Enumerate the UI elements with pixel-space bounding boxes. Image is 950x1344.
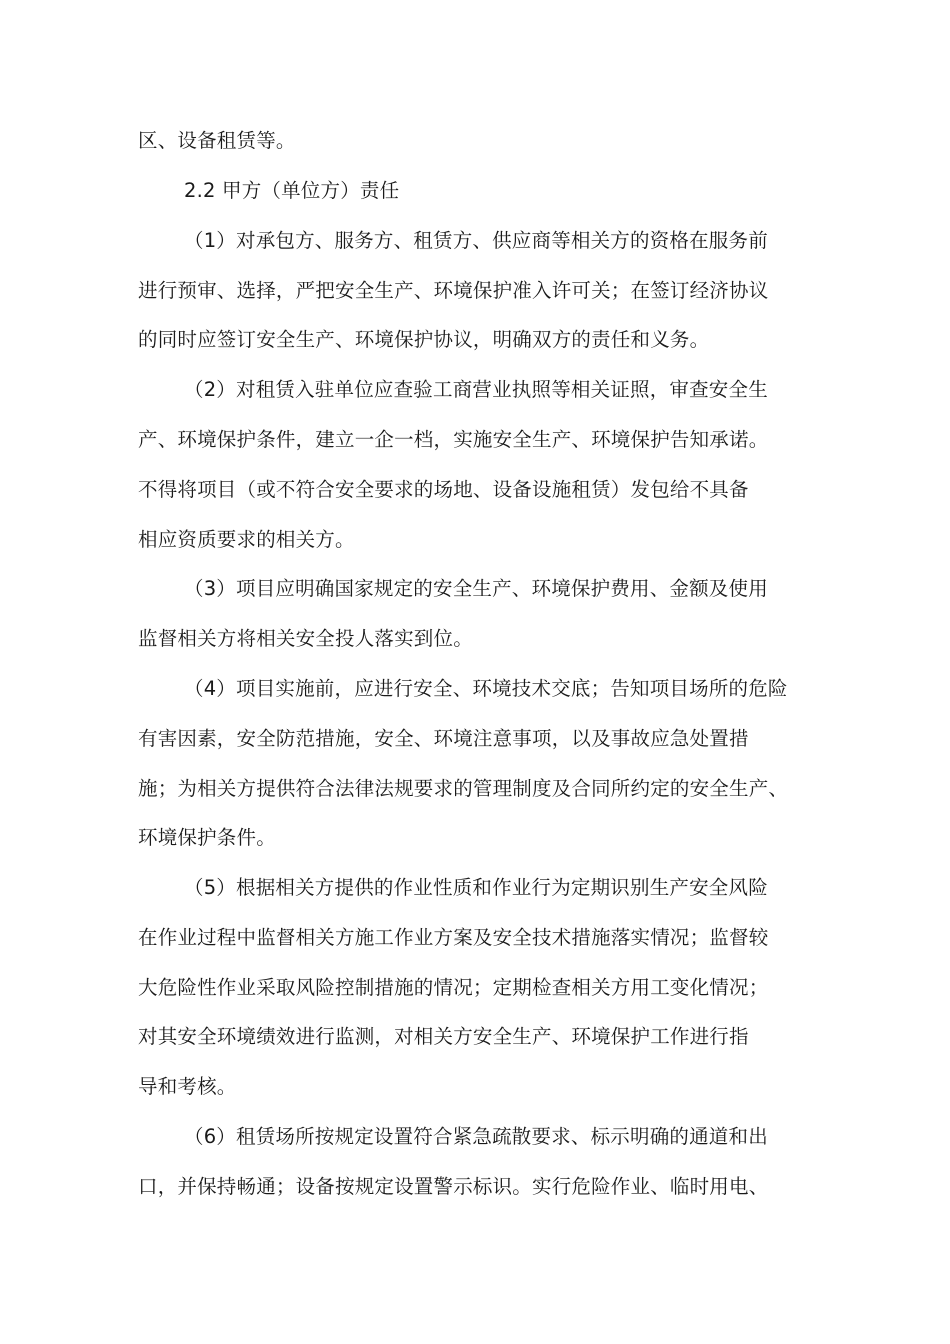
text-line: 产、环境保护条件，建立一企一档，实施安全生产、环境保护告知承诺。 xyxy=(138,428,769,451)
text-line: 口，并保持畅通；设备按规定设置警示标识。实行危险作业、临时用电、 xyxy=(138,1175,769,1198)
text-line: （1）对承包方、服务方、租赁方、供应商等相关方的资格在服务前 xyxy=(184,229,768,252)
text-line: 大危险性作业采取风险控制措施的情况；定期检查相关方用工变化情况； xyxy=(138,976,769,999)
text-line: 对其安全环境绩效进行监测，对相关方安全生产、环境保护工作进行指 xyxy=(138,1025,749,1048)
text-line: 不得将项目（或不符合安全要求的场地、设备设施租赁）发包给不具备 xyxy=(138,478,749,501)
text-line: 施；为相关方提供符合法律法规要求的管理制度及合同所约定的安全生产、 xyxy=(138,777,789,800)
text-line: （5）根据相关方提供的作业性质和作业行为定期识别生产安全风险 xyxy=(184,876,768,899)
text-line: 导和考核。 xyxy=(138,1075,237,1098)
text-line: 在作业过程中监督相关方施工作业方案及安全技术措施落实情况；监督较 xyxy=(138,926,769,949)
text-line: （3）项目应明确国家规定的安全生产、环境保护费用、金额及使用 xyxy=(184,577,768,600)
text-line: 区、设备租赁等。 xyxy=(138,129,296,152)
text-line: （2）对租赁入驻单位应查验工商营业执照等相关证照，审查安全生 xyxy=(184,378,768,401)
text-line: 环境保护条件。 xyxy=(138,826,276,849)
text-line: 监督相关方将相关安全投人落实到位。 xyxy=(138,627,473,650)
text-line: 的同时应签订安全生产、环境保护协议，明确双方的责任和义务。 xyxy=(138,328,710,351)
text-line: （6）租赁场所按规定设置符合紧急疏散要求、标示明确的通道和出 xyxy=(184,1125,768,1148)
section-heading: 2.2 甲方（单位方）责任 xyxy=(184,179,400,202)
text-line: 进行预审、选择，严把安全生产、环境保护准入许可关；在签订经济协议 xyxy=(138,279,769,302)
text-line: （4）项目实施前，应进行安全、环境技术交底；告知项目场所的危险 xyxy=(184,677,788,700)
text-line: 相应资质要求的相关方。 xyxy=(138,528,355,551)
text-line: 有害因素，安全防范措施，安全、环境注意事项，以及事故应急处置措 xyxy=(138,727,749,750)
